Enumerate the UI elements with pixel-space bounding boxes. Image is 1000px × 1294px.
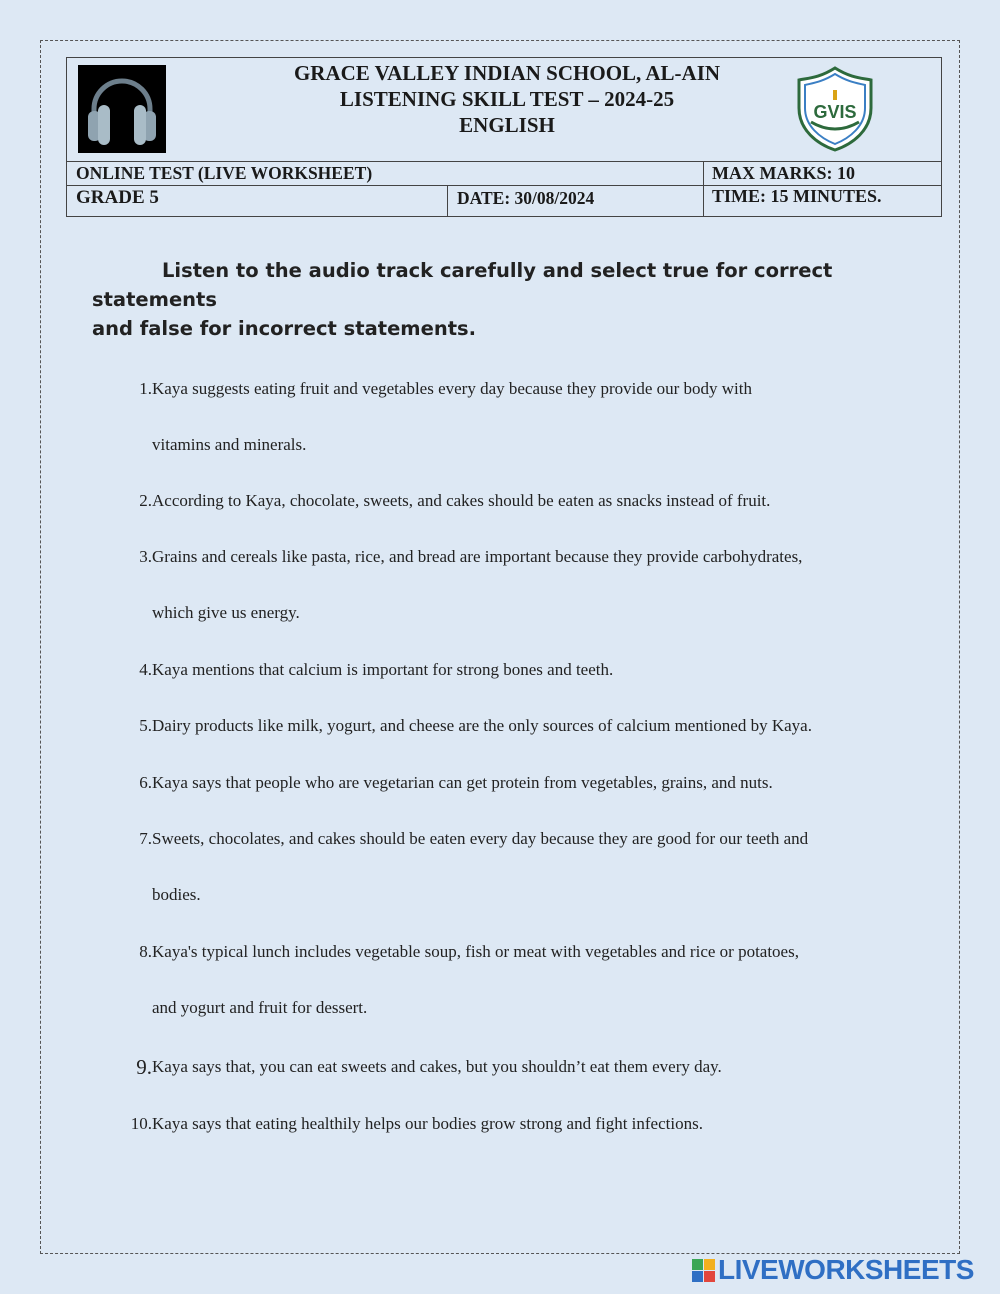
question-text: Kaya says that people who are vegetarian can get protein from vegetables, grains, and nuts. bbox=[152, 773, 773, 792]
instruction-line-1: Listen to the audio track carefully and select true for correct statements bbox=[92, 259, 833, 311]
question-number: 7. bbox=[139, 829, 152, 848]
liveworksheets-logo bbox=[692, 1253, 992, 1289]
question-text: Grains and cereals like pasta, rice, and bread are important because they provide carbohydrates, bbox=[152, 547, 803, 566]
header-titles bbox=[187, 60, 827, 138]
liveworksheets-text: LIVEWORKSHEETS bbox=[718, 1254, 974, 1285]
question-number: 4. bbox=[139, 660, 152, 679]
max-marks: MAX MARKS: 10 bbox=[712, 163, 855, 183]
question-number: 10. bbox=[130, 1114, 152, 1133]
question-number: 8. bbox=[139, 942, 152, 961]
question-item bbox=[118, 473, 928, 529]
grade: GRADE 5 bbox=[76, 187, 159, 208]
question-number: 9. bbox=[136, 1055, 152, 1079]
question-item bbox=[118, 1096, 928, 1152]
test-mode: ONLINE TEST (LIVE WORKSHEET) bbox=[76, 163, 373, 183]
question-text: Kaya mentions that calcium is important for strong bones and teeth. bbox=[152, 660, 614, 679]
question-item bbox=[118, 698, 928, 754]
question-text: Kaya says that eating healthily helps our bodies grow strong and fight infections. bbox=[152, 1114, 703, 1133]
question-text: Kaya's typical lunch includes vegetable soup, fish or meat with vegetables and rice or potatoes, bbox=[152, 942, 799, 961]
question-number: 3. bbox=[139, 547, 152, 566]
question-text: Kaya says that, you can eat sweets and cakes, but you shouldn’t eat them every day. bbox=[152, 1057, 722, 1076]
instructions bbox=[92, 256, 932, 343]
question-text: vitamins and minerals. bbox=[152, 435, 307, 454]
question-item bbox=[118, 529, 928, 622]
instruction-line-2: and false for incorrect statements. bbox=[92, 317, 477, 340]
question-text: and yogurt and fruit for dessert. bbox=[152, 998, 368, 1017]
school-logo-text: GVIS bbox=[813, 102, 857, 122]
question-number: 2. bbox=[139, 491, 152, 510]
test-date: DATE: 30/08/2024 bbox=[457, 188, 595, 208]
school-name: GRACE VALLEY INDIAN SCHOOL, AL-AIN bbox=[293, 61, 721, 85]
question-item bbox=[118, 924, 928, 1017]
question-item bbox=[118, 361, 928, 454]
question-text: Dairy products like milk, yogurt, and cheese are the only sources of calcium mentioned by Kaya. bbox=[152, 716, 812, 735]
question-number: 6. bbox=[139, 773, 152, 792]
divider bbox=[703, 161, 704, 216]
question-text: According to Kaya, chocolate, sweets, and cakes should be eaten as snacks instead of fruit. bbox=[152, 491, 771, 510]
blocks-icon bbox=[692, 1259, 716, 1285]
question-item bbox=[118, 642, 928, 698]
time-limit: TIME: 15 MINUTES. bbox=[712, 186, 882, 206]
subject: ENGLISH bbox=[459, 113, 555, 137]
question-text: which give us energy. bbox=[152, 603, 300, 622]
question-text: Kaya suggests eating fruit and vegetables every day because they provide our body with bbox=[152, 379, 753, 398]
question-item bbox=[118, 1039, 928, 1097]
header-top bbox=[67, 58, 941, 162]
headphones-icon bbox=[78, 65, 166, 153]
test-name: LISTENING SKILL TEST – 2024-25 bbox=[339, 87, 675, 111]
question-text: bodies. bbox=[152, 885, 201, 904]
question-item bbox=[118, 755, 928, 811]
question-number: 1. bbox=[139, 379, 152, 398]
divider bbox=[447, 185, 448, 216]
question-number: 5. bbox=[139, 716, 152, 735]
school-logo bbox=[791, 64, 879, 152]
header-table bbox=[66, 57, 942, 217]
question-text: Sweets, chocolates, and cakes should be eaten every day because they are good for our teeth and bbox=[152, 829, 809, 848]
question-item bbox=[118, 811, 928, 904]
